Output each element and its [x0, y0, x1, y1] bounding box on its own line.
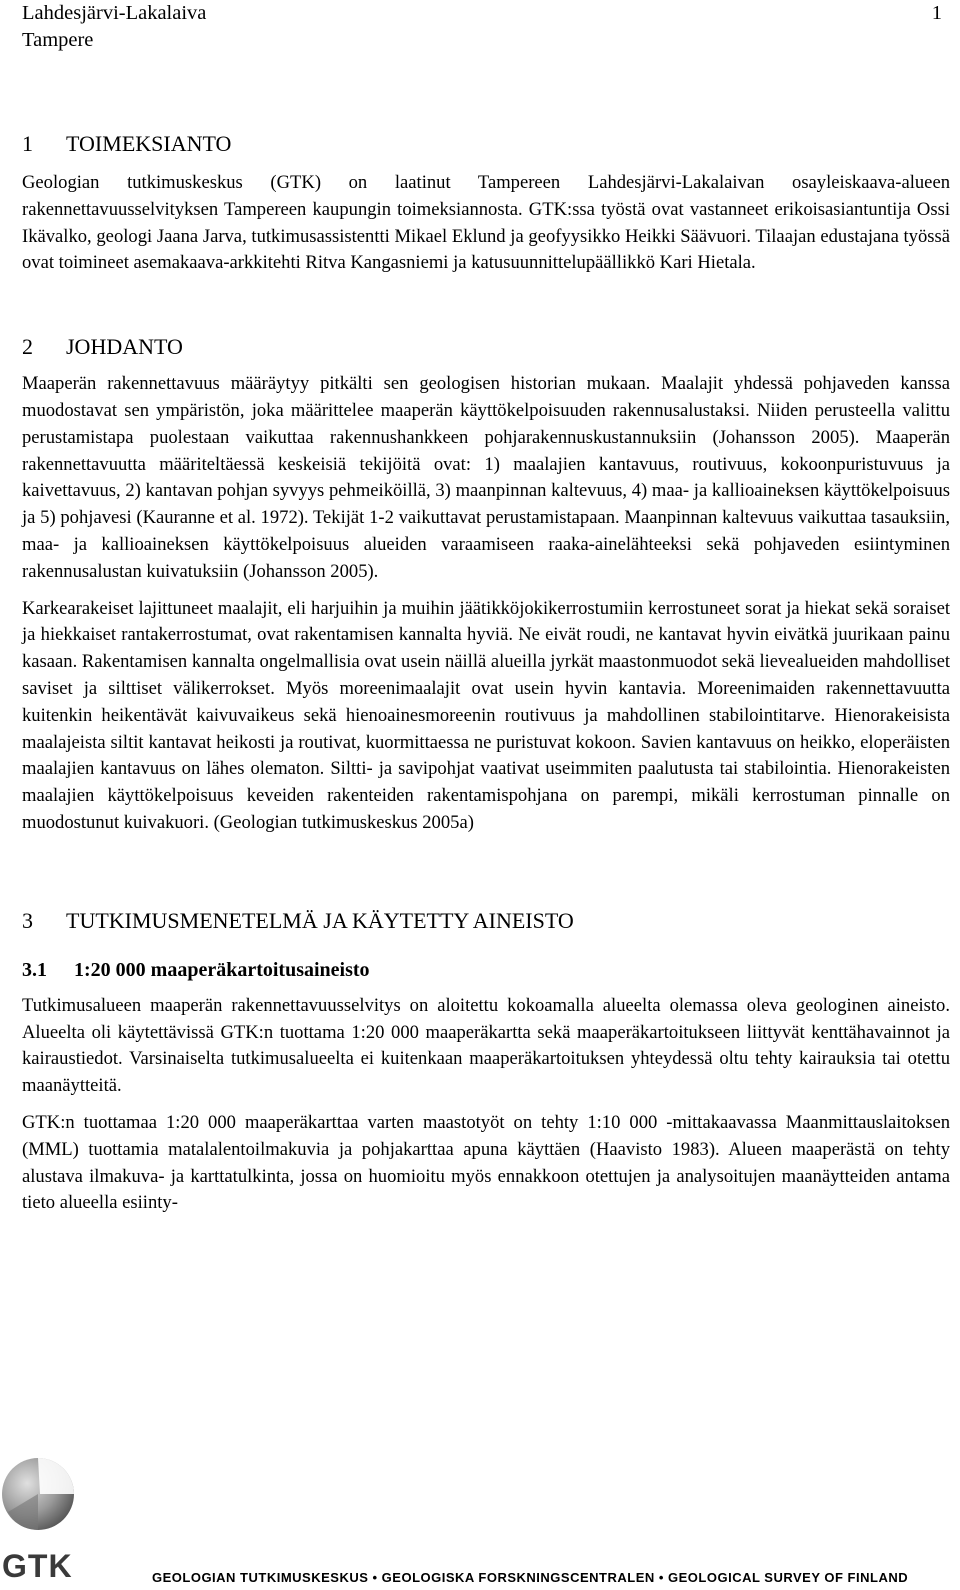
- subsection-number: 3.1: [22, 958, 47, 981]
- paragraph: Tutkimusalueen maaperän rakennettavuusselvitys on aloitettu kokoamalla alueelta olemassa oleva geologinen aineisto. Alueelta oli käytettävissä GTK:n tuottama 1:20 000 maaperäkartta sekä maaperäkartoitukseen liittyvät kenttähavainnot ja kairaustiedot. Varsinaiselta tutkimusalueelta ei kuitenkaan maaperäkartoituksen yhteydessä oltu tehty kairauksia tai otettu maanäytteitä.: [22, 994, 950, 1097]
- globe-icon: [0, 1440, 80, 1550]
- page-number: 1: [931, 2, 942, 24]
- section-tutkimusmenetelma: [22, 907, 950, 1217]
- section-johdanto: [22, 333, 950, 837]
- paragraph: Geologian tutkimuskeskus (GTK) on laatinut Tampereen Lahdesjärvi-Lakalaivan osayleiskaava-alueen rakennettavuusselvityksen Tampereen kaupungin toimeksiannosta. GTK:ssa työstä ovat vastanneet erikoisasiantuntija Ossi Ikävalko, geologi Jaana Jarva, tutkimusassistentti Mikael Eklund ja geofyysikko Heikki Säävuori. Tilaajan edustajana työssä ovat toimineet asemakaava-arkkitehti Ritva Kangasniemi ja katusuunnittelupäällikkö Kari Hietala.: [22, 172, 950, 274]
- section-number: 3: [22, 907, 33, 933]
- organization-names: GEOLOGIAN TUTKIMUSKESKUS • GEOLOGISKA FORSKNINGSCENTRALEN • GEOLOGICAL SURVEY OF FINLAND: [152, 1570, 909, 1585]
- document-body: [22, 130, 950, 1217]
- section-title: TOIMEKSIANTO: [66, 131, 232, 156]
- section-heading: [22, 907, 950, 935]
- section-number: 1: [22, 131, 33, 156]
- paragraph: Karkearakeiset lajittuneet maalajit, eli harjuihin ja muihin jäätikköjokikerrostumiin kerrostuneet sorat ja hiekat sekä soraiset ja hiekkaiset rantakerrostumat, ovat rakentamisen kannalta hyviä. Ne eivät roudi, ne kantavat hyvin eivätkä juurikaan painu kasaan. Rakentamisen kannalta ongelmallisia ovat usein näillä alueilla jyrkät maastonmuodot sekä lievealueiden mahdolliset saviset ja silttiset välikerrokset. Myös moreenimaalajit ovat usein hyvin kantavia. Moreenimaiden rakennettavuutta kuitenkin heikentävät kaivuvaikeus sekä hienoainesmoreenin routivuus ja mahdollinen stabilointitarve. Hienorakeisista maalajeista siltit kantavat heikosti ja routivat, kuormittaessa ne puristuvat kokoon. Savien kantavuus on heikko, eloperäisten maalajien kantavuus on lähes olematon. Siltti- ja savipohjat vaativat useimmiten paalutusta tai stabilointia. Hienorakeisten maalajien käyttökelpoisuus keveiden rakenteiden rakentamispohjana on parempi, mikäli kerrostuman pinnalle on muodostunut kuivakuori. (Geologian tutkimuskeskus 2005a): [22, 597, 950, 833]
- section-heading: [22, 333, 950, 361]
- page-header: [22, 0, 942, 54]
- gtk-logo-text: GTK: [2, 1548, 73, 1584]
- section-heading: [22, 130, 950, 158]
- paragraph: GTK:n tuottamaa 1:20 000 maaperäkarttaa varten maastotyöt on tehty 1:10 000 -mittakaavassa Maanmittauslaitoksen (MML) tuottamia matalalentoilmakuvia ja pohjakarttaa apuna käyttäen (Haavisto 1983). Alueen maaperästä on tehty alustava ilmakuva- ja karttatulkinta, jossa on huomioitu myös ennakkoon otettujen ja analysoitujen maanäytteiden antama tieto alueella esiinty-: [22, 1111, 950, 1214]
- document-title: Lahdesjärvi-Lakalaiva: [22, 2, 207, 24]
- section-title: JOHDANTO: [66, 334, 183, 360]
- section-title: TUTKIMUSMENETELMÄ JA KÄYTETTY AINEISTO: [66, 907, 574, 933]
- page-footer: [0, 1440, 960, 1590]
- paragraph: Maaperän rakennettavuus määräytyy pitkälti sen geologisen historian mukaan. Maalajit yhdessä pohjaveden kanssa muodostavat sen ympäristön, joka määrittelee maaperän käyttökelpoisuuden rakennusalustaksi. Niiden perusteella valittu perustamistapa puolestaan vaikuttaa rakennushankkeen pohjarakennuskustannuksiin (Johansson 2005). Maaperän rakennettavuutta määriteltäessä keskeisiä tekijöitä ovat: 1) maalajien kantavuus, routivuus, kokoonpuristuvuus ja kaivettavuus, 2) kantavan pohjan syvyys pehmeiköillä, 3) maanpinnan kaltevuus, 4) maa- ja kallioaineksen käyttökelpoisuus ja 5) pohjavesi (Kauranne et al. 1972). Tekijät 1-2 vaikuttavat perustamistapaan. Maanpinnan kaltevuus vaikuttaa tasauksiin, maa- ja kallioaineksen käyttökelpoisuus alueiden varaamiseen raaka-ainelähteeksi sekä pohjaveden esiintyminen rakennusalustan kuivatuksiin (Johansson 2005).: [22, 373, 950, 582]
- subsection-title: 1:20 000 maaperäkartoitusaineisto: [74, 958, 370, 981]
- document-location: Tampere: [22, 29, 94, 51]
- subsection-heading: [22, 957, 950, 983]
- gtk-logo: [0, 1440, 80, 1590]
- section-toimeksianto: [22, 130, 950, 277]
- section-number: 2: [22, 334, 33, 360]
